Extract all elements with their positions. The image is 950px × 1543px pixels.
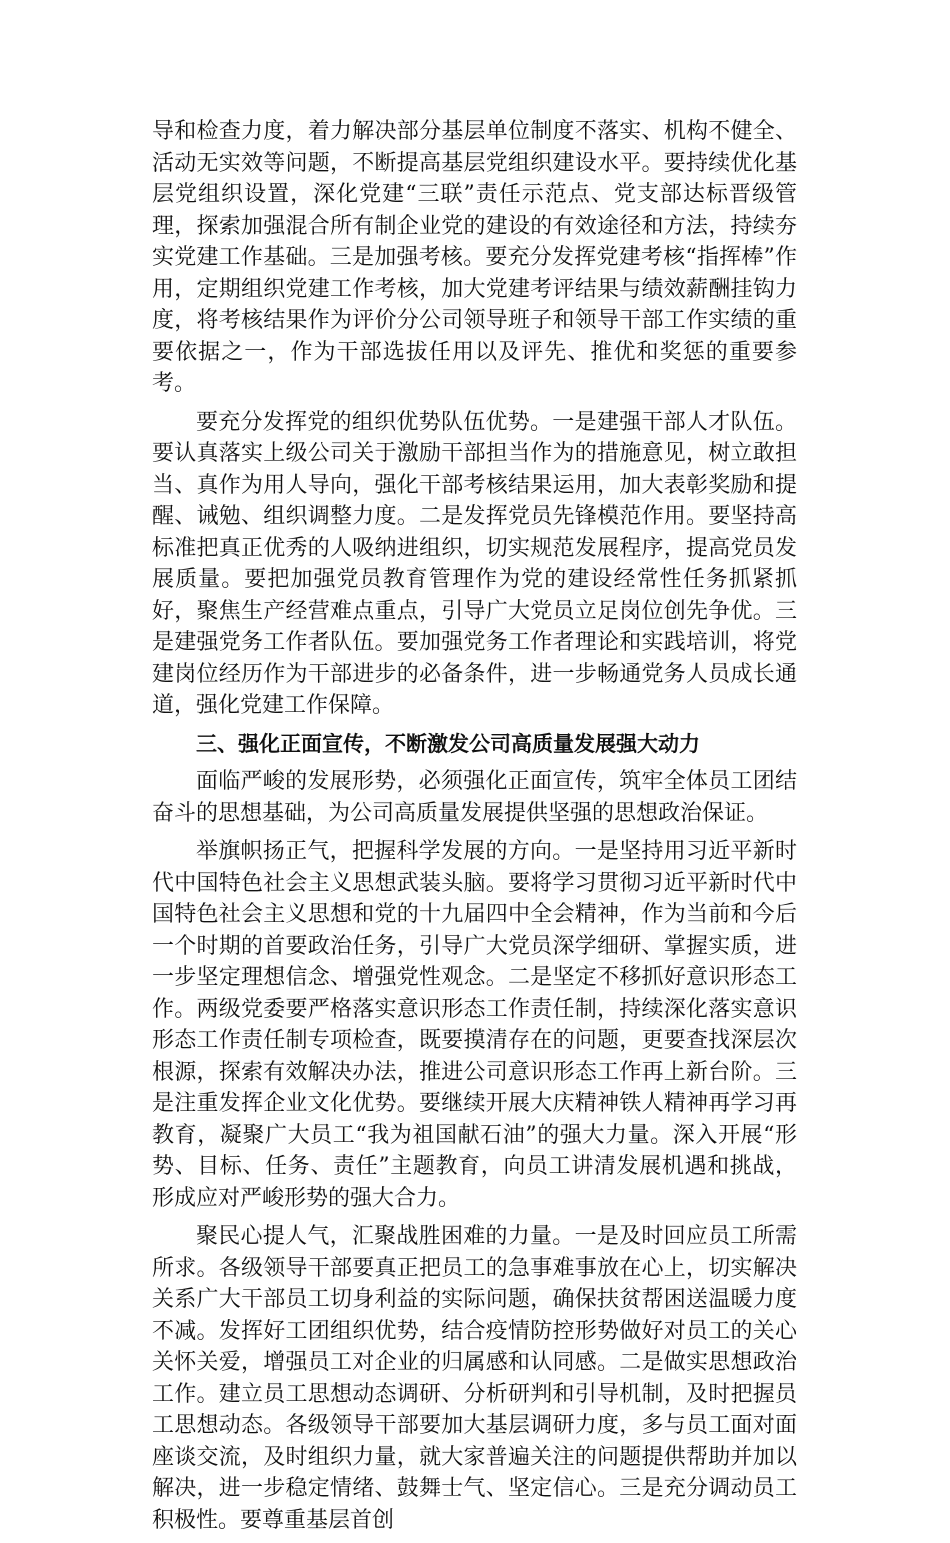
paragraph-raise-banner: 举旗帜扬正气，把握科学发展的方向。一是坚持用习近平新时代中国特色社会主义思想武装头脑。要将学习贯彻习近平新时代中国特色社会主义思想和党的十九届四中全会精神，作为当前和今后一个时期的首要政治任务，引导广大党员深学细研、掌握实质，进一步坚定理想信念、增强党性观念。二是坚定不移抓好意识形态工作。两级党委要严格落实意识形态工作责任制，持续深化落实意识形态工作责任制专项检查，既要摸清存在的问题，更要查找深层次根源，探索有效解决办法，推进公司意识形态工作再上新台阶。三是注重发挥企业文化优势。要继续开展大庆精神铁人精神再学习再教育，凝聚广大员工“我为祖国献石油”的强大力量。深入开展“形势、目标、任务、责任”主题教育，向员工讲清发展机遇和挑战，形成应对严峻形势的强大合力。 <box>152 839 797 1211</box>
document-body <box>152 116 797 1543</box>
section-heading-3: 三、强化正面宣传，不断激发公司高质量发展强大动力 <box>196 731 700 756</box>
paragraph-continuation: 导和检查力度，着力解决部分基层单位制度不落实、机构不健全、活动无实效等问题，不断提高基层党组织建设水平。要持续优化基层党组织设置，深化党建“三联”责任示范点、党支部达标晋级管理，探索加强混合所有制企业党的建设的有效途径和方法，持续夯实党建工作基础。三是加强考核。要充分发挥党建考核“指挥棒”作用，定期组织党建工作考核，加大党建考评结果与绩效薪酬挂钩力度，将考核结果作为评价分公司领导班子和领导干部工作实绩的重要依据之一，作为干部选拔任用以及评先、推优和奖惩的重要参考。 <box>152 119 797 396</box>
paragraph-section-intro: 面临严峻的发展形势，必须强化正面宣传，筑牢全体员工团结奋斗的思想基础，为公司高质量发展提供坚强的思想政治保证。 <box>152 769 797 826</box>
paragraph-gather-support: 聚民心提人气，汇聚战胜困难的力量。一是及时回应员工所需所求。各级领导干部要真正把员工的急事难事放在心上，切实解决关系广大干部员工切身利益的实际问题，确保扶贫帮困送温暖力度不减。发挥好工团组织优势，结合疫情防控形势做好对员工的关心关怀关爱，增强员工对企业的归属感和认同感。二是做实思想政治工作。建立员工思想动态调研、分析研判和引导机制，及时把握员工思想动态。各级领导干部要加大基层调研力度，多与员工面对面座谈交流，及时组织力量，就大家普遍关注的问题提供帮助并加以解决，进一步稳定情绪、鼓舞士气、坚定信心。三是充分调动员工积极性。要尊重基层首创 <box>152 1224 797 1533</box>
paragraph-organizational-advantage: 要充分发挥党的组织优势队伍优势。一是建强干部人才队伍。要认真落实上级公司关于激励干部担当作为的措施意见，树立敢担当、真作为用人导向，强化干部考核结果运用，加大表彰奖励和提醒、诫勉、组织调整力度。二是发挥党员先锋模范作用。要坚持高标准把真正优秀的人吸纳进组织，切实规范发展程序，提高党员发展质量。要把加强党员教育管理作为党的建设经常性任务抓紧抓好，聚焦生产经营难点重点，引导广大党员立足岗位创先争优。三是建强党务工作者队伍。要加强党务工作者理论和实践培训，将党建岗位经历作为干部进步的必备条件，进一步畅通党务人员成长通道，强化党建工作保障。 <box>152 409 797 718</box>
